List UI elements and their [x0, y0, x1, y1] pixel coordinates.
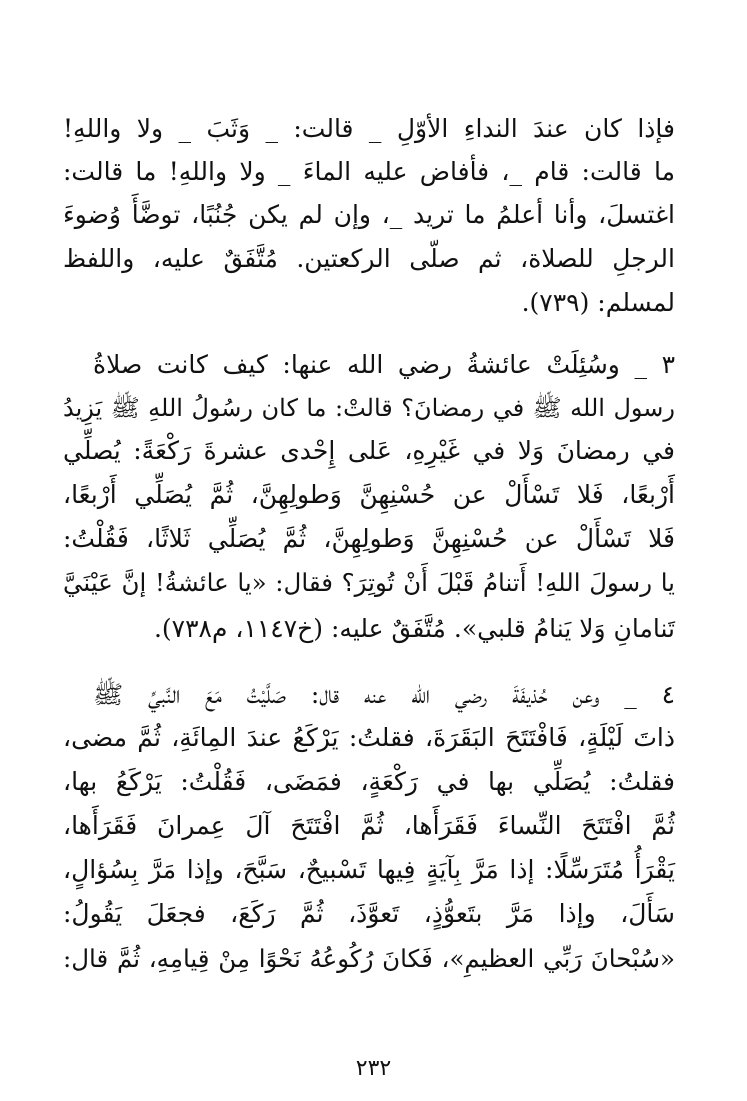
- text-line-last: تَنامانِ وَلا يَنامُ قلبي». مُتَّفَقٌ عليه: (خ١١٤٧، م٧٣٨).: [153, 614, 675, 643]
- text-line: يا رسولَ اللهِ! أَتنامُ قَبْلَ أَنْ تُوتِرَ؟ فقال: «يا عائشةُ! إنَّ عَيْنَيَّ: [63, 568, 675, 597]
- text-line: فإذا كان عندَ النداءِ الأوّلِ _ قالت: _ وَثَبَ _ ولا واللهِ!: [63, 114, 675, 143]
- text-line: ذاتَ لَيْلَةٍ، فَافْتَتَحَ البَقَرَةَ، فقلتُ: يَرْكَعُ عندَ المِائَةِ، ثُمَّ مضى،: [63, 723, 675, 752]
- text-line: «سُبْحانَ رَبِّي العظيمِ»، فَكانَ رُكُوعُهُ نَحْوًا مِنْ قِيامِهِ، ثُمَّ قال:: [63, 944, 675, 973]
- text-line: رسول الله ﷺ في رمضانَ؟ قالتْ: ما كان رسُولُ اللهِ ﷺ يَزِيدُ: [63, 394, 675, 422]
- text-line: ما قالت: قام _، فأفاض عليه الماءَ _ ولا واللهِ! ما قالت:: [63, 157, 675, 186]
- text-line: فقلتُ: يُصَلِّي بها في رَكْعَةٍ، فمَضَى، فَقُلْتُ: يَرْكَعُ بها،: [63, 767, 675, 796]
- text-line: في رمضانَ وَلا في غَيْرِهِ، عَلى إِحْدى عشرةَ رَكْعَةً: يُصلِّي: [63, 436, 675, 465]
- text-line: فَلا تَسْأَلْ عن حُسْنِهِنَّ وَطولِهِنَّ، ثُمَّ يُصَلِّي ثَلاثًا، فَقُلْتُ:: [63, 524, 675, 553]
- text-line: أَرْبعًا، فَلا تَسْأَلْ عن حُسْنِهِنَّ وَطولِهِنَّ، ثُمَّ يُصَلِّي أَرْبعًا،: [63, 480, 675, 509]
- text-line: ثُمَّ افْتَتَحَ النِّساءَ فَقَرَأَها، ثُمَّ افْتَتَحَ آلَ عِمرانَ فَقَرَأَها،: [63, 811, 675, 840]
- text-line: سَأَلَ، وإذا مَرَّ بتَعوُّذٍ، تَعوَّذَ، ثُمَّ رَكَعَ، فجعَلَ يَقُولُ:: [63, 899, 675, 928]
- text-line: الرجلِ للصلاة، ثم صلّى الركعتين. مُتَّفَقٌ عليه، واللفظ: [63, 244, 675, 273]
- text-line: اغتسلَ، وأنا أعلمُ ما تريد _، وإن لم يكن جُنُبًا، توضَّأَ وُضوءَ: [63, 200, 675, 229]
- text-line-last: لمسلم: (٧٣٩).: [521, 288, 675, 317]
- paragraph-first-line: ٤ _ وعن حُذيفَةَ رضي الله عنه قال: صَلَّيْتُ مَعَ النَّبيِّ ﷺ: [93, 680, 675, 709]
- text-line: يَقْرَأُ مُتَرَسِّلًا: إذا مَرَّ بِآيَةٍ فِيها تَسْبيحٌ، سَبَّحَ، وإذا مَرَّ بِسُؤالٍ،: [63, 855, 675, 884]
- page-number: ٢٣٢: [355, 1056, 392, 1081]
- paragraph-first-line: ٣ _ وسُئِلَتْ عائشةُ رضي الله عنها: كيف كانت صلاةُ: [93, 350, 675, 379]
